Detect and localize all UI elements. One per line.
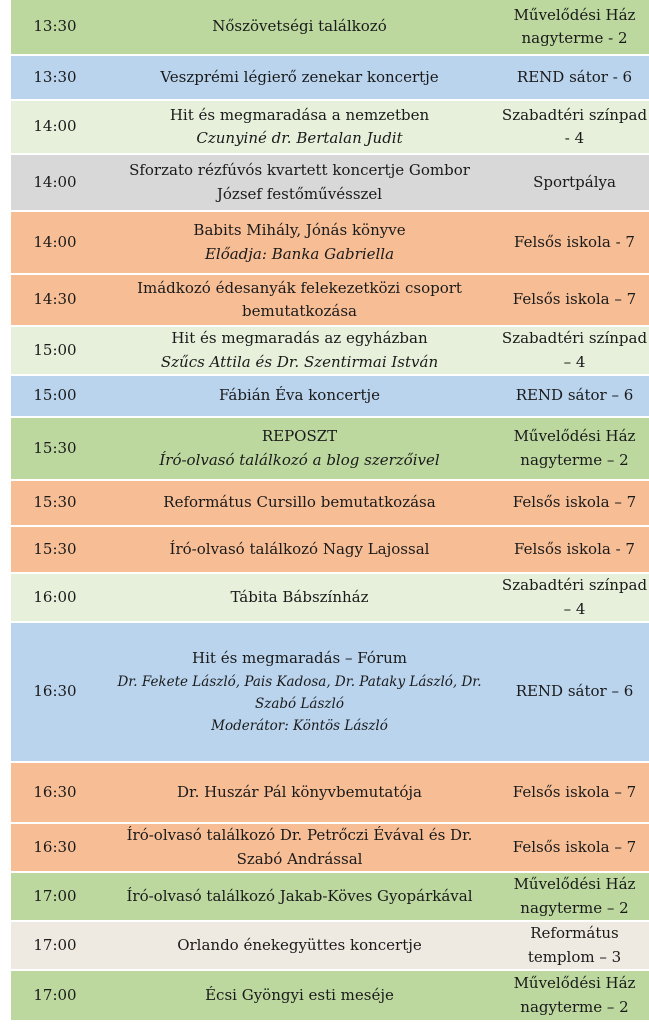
schedule-row — [11, 274, 649, 326]
event-title: Hit és megmaradása a nemzetben — [169, 105, 430, 124]
schedule-row — [11, 823, 649, 872]
event-title: Orlando énekegyüttes koncertje — [177, 935, 422, 954]
location-line: színpad – 4 — [563, 329, 648, 371]
location-cell — [500, 375, 649, 417]
schedule-row — [11, 762, 649, 823]
event-cell — [99, 154, 500, 211]
time-cell: 14:00 — [11, 100, 99, 154]
time-cell: 14:00 — [11, 154, 99, 211]
event-title: Szabó Andrással — [236, 849, 363, 868]
time-cell: 16:30 — [11, 622, 99, 762]
time-cell: 16:30 — [11, 762, 99, 823]
time-cell: 15:00 — [11, 375, 99, 417]
time-cell: 17:00 — [11, 921, 99, 970]
location-line: Sportpálya — [533, 172, 616, 191]
location-line: Felsős iskola – 7 — [512, 837, 637, 856]
event-title: Író-olvasó találkozó Jakab-Köves Gyopárkával — [126, 886, 473, 905]
schedule-table — [11, 0, 649, 1022]
location-line: Felsős iskola - 7 — [514, 539, 635, 558]
schedule-row — [11, 154, 649, 211]
event-title: Hit és megmaradás – Fórum — [192, 649, 407, 668]
event-title: Veszprémi légierő zenekar koncertje — [160, 67, 439, 86]
event-title: József festőművésszel — [216, 184, 383, 203]
event-title: Író-olvasó találkozó Nagy Lajossal — [169, 539, 430, 558]
event-cell — [99, 55, 500, 100]
location-line: Felsős iskola – 7 — [512, 782, 637, 801]
location-cell — [500, 970, 649, 1021]
location-cell — [500, 55, 649, 100]
event-presenter: Előadja: Banka Gabriella — [204, 244, 395, 263]
event-title: Dr. Huszár Pál könyvbemutatója — [177, 782, 422, 801]
event-cell — [99, 274, 500, 326]
time-cell: 14:30 — [11, 274, 99, 326]
schedule-row — [11, 526, 649, 573]
location-line: Felsős iskola – 7 — [512, 493, 637, 512]
location-cell — [500, 921, 649, 970]
schedule-row — [11, 55, 649, 100]
location-line: színpad - 4 — [564, 105, 648, 147]
location-line: templom – 3 — [527, 947, 622, 966]
event-cell — [99, 375, 500, 417]
event-title: Tábita Bábszínház — [230, 587, 369, 606]
location-cell — [500, 100, 649, 154]
event-participants: Dr. Fekete László, Pais Kadosa, Dr. Pataky László, Dr. — [117, 673, 482, 690]
location-line: színpad – 4 — [563, 576, 648, 618]
time-cell: 17:00 — [11, 970, 99, 1021]
event-presenter: Szűcs Attila és Dr. Szentirmai István — [160, 352, 439, 371]
time-cell: 15:30 — [11, 526, 99, 573]
location-cell — [500, 326, 649, 375]
event-cell — [99, 211, 500, 274]
event-cell — [99, 326, 500, 375]
event-cell — [99, 622, 500, 762]
schedule-row — [11, 211, 649, 274]
location-line: REND sátor – 6 — [515, 386, 634, 405]
location-line: Művelődési Ház — [513, 974, 636, 992]
event-cell — [99, 762, 500, 823]
time-cell: 16:30 — [11, 823, 99, 872]
schedule-row — [11, 622, 649, 762]
time-cell: 14:00 — [11, 211, 99, 274]
location-line: Művelődési Ház — [513, 5, 636, 24]
schedule-row — [11, 970, 649, 1021]
event-title: Babits Mihály, Jónás könyve — [193, 221, 406, 239]
location-cell — [500, 622, 649, 762]
event-moderator: Moderátor: Köntös László — [211, 717, 388, 734]
location-line: REND sátor – 6 — [515, 682, 634, 701]
location-line: nagyterme - 2 — [521, 29, 628, 47]
event-cell — [99, 100, 500, 154]
time-cell: 16:00 — [11, 573, 99, 622]
event-cell — [99, 823, 500, 872]
event-cell — [99, 0, 500, 55]
time-cell: 15:30 — [11, 480, 99, 526]
event-cell — [99, 921, 500, 970]
schedule-row — [11, 0, 649, 55]
event-title: Imádkozó édesanyák felekezetközi csoport — [137, 278, 462, 297]
location-cell — [500, 0, 649, 55]
location-cell — [500, 762, 649, 823]
schedule-row — [11, 573, 649, 622]
schedule-row — [11, 921, 649, 970]
location-cell — [500, 417, 649, 480]
time-cell: 13:30 — [11, 0, 99, 55]
location-line: nagyterme – 2 — [520, 997, 629, 1016]
event-presenter: Író-olvasó találkozó a blog szerzőivel — [159, 450, 440, 469]
location-line: nagyterme – 2 — [520, 450, 629, 469]
location-line: Művelődési Ház — [513, 427, 636, 445]
event-participants: Szabó László — [255, 695, 344, 712]
event-title: Református Cursillo bemutatkozása — [163, 493, 436, 512]
event-title: REPOSZT — [261, 427, 338, 445]
location-cell — [500, 823, 649, 872]
schedule-row — [11, 375, 649, 417]
event-cell — [99, 573, 500, 622]
location-cell — [500, 154, 649, 211]
location-line: REND sátor - 6 — [516, 67, 633, 86]
location-cell — [500, 211, 649, 274]
location-cell — [500, 274, 649, 326]
schedule-row — [11, 326, 649, 375]
location-cell — [500, 480, 649, 526]
time-cell: 15:30 — [11, 417, 99, 480]
event-title: Nőszövetségi találkozó — [212, 17, 387, 36]
location-cell — [500, 872, 649, 921]
location-line: Református — [530, 924, 619, 942]
schedule-row — [11, 872, 649, 921]
location-cell — [500, 573, 649, 622]
location-line: Szabadtéri — [501, 105, 585, 124]
event-cell — [99, 872, 500, 921]
time-cell: 15:00 — [11, 326, 99, 375]
location-line: Művelődési Ház — [513, 875, 636, 893]
event-cell — [99, 526, 500, 573]
event-title: bemutatkozása — [242, 302, 357, 320]
event-title: Sforzato rézfúvós kvartett koncertje Gombor — [129, 161, 470, 179]
event-title: Író-olvasó találkozó Dr. Petrőczi Évával és Dr. — [126, 826, 473, 844]
schedule-row — [11, 417, 649, 480]
event-cell — [99, 480, 500, 526]
location-line: Felsős iskola - 7 — [514, 232, 635, 251]
event-cell — [99, 970, 500, 1021]
schedule-row — [11, 100, 649, 154]
event-cell — [99, 417, 500, 480]
event-presenter: Czunyiné dr. Bertalan Judit — [196, 129, 403, 147]
event-title: Hit és megmaradás az egyházban — [171, 329, 428, 347]
location-line: Szabadtéri — [501, 329, 585, 347]
location-cell — [500, 526, 649, 573]
location-line: Felsős iskola – 7 — [512, 290, 637, 309]
time-cell: 13:30 — [11, 55, 99, 100]
time-cell: 17:00 — [11, 872, 99, 921]
location-line: Szabadtéri — [501, 576, 585, 594]
location-line: nagyterme – 2 — [520, 898, 629, 917]
event-title: Écsi Gyöngyi esti meséje — [205, 985, 394, 1004]
event-title: Fábián Éva koncertje — [218, 386, 381, 405]
schedule-row — [11, 480, 649, 526]
